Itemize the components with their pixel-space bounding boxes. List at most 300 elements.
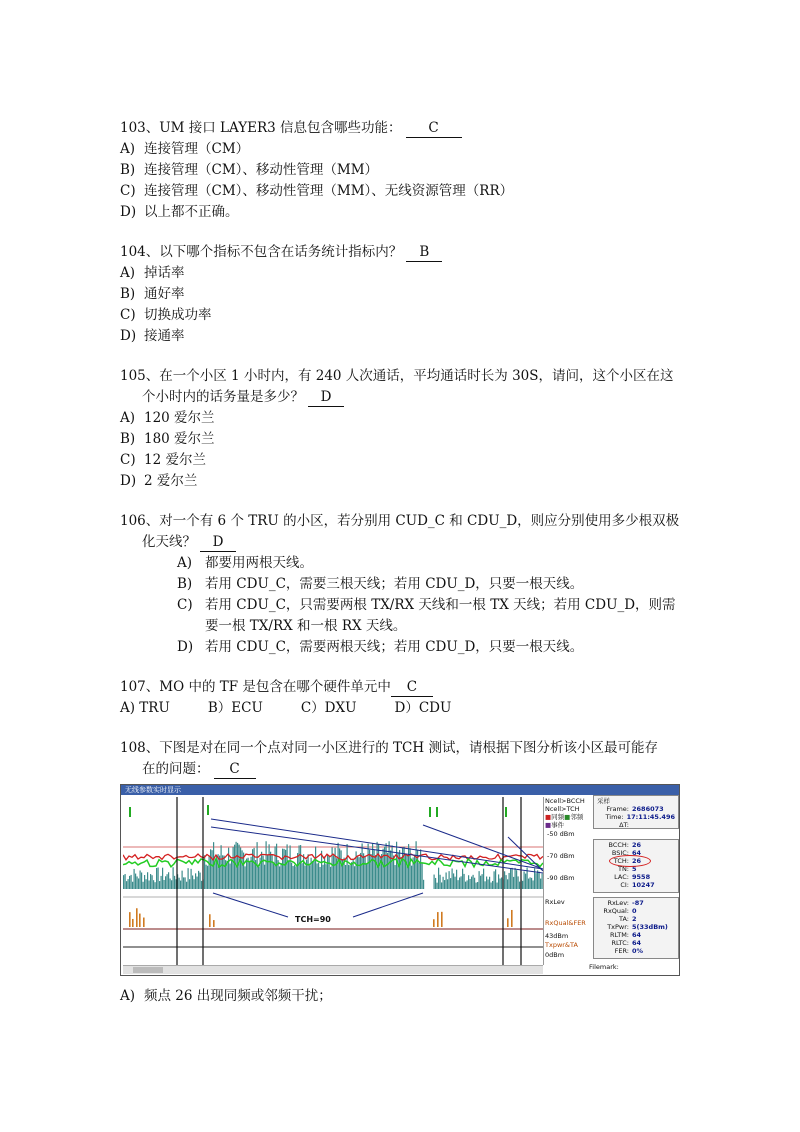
rxlev-bar xyxy=(513,877,514,889)
rxlev-bar xyxy=(473,875,474,889)
rxlev-bar xyxy=(261,852,262,889)
question-stem-cont: 个小时内的话务量是多少？ xyxy=(142,389,304,405)
rxlev-bar xyxy=(137,876,138,889)
rxlev-bar xyxy=(330,867,331,889)
event-marker xyxy=(505,807,507,817)
rxlev-bar xyxy=(293,866,294,889)
rxlev-bar xyxy=(531,878,532,889)
rxlev-bar xyxy=(323,865,324,889)
rxlev-bar xyxy=(504,871,505,889)
rxqual-spike xyxy=(433,919,435,927)
rxlev-bar xyxy=(282,849,283,889)
rxlev-bar xyxy=(300,845,301,889)
rxlev-bar xyxy=(539,872,540,889)
rxlev-bar xyxy=(309,865,310,889)
rxlev-bar xyxy=(540,879,541,889)
rxlev-bar xyxy=(483,869,484,889)
rxqual-spike xyxy=(132,919,134,927)
rxlev-bar xyxy=(296,866,297,889)
rxlev-bar xyxy=(129,876,130,889)
rxlev-bar xyxy=(267,855,268,889)
rxlev-bar xyxy=(467,880,468,889)
rxlev-bar xyxy=(498,874,499,889)
rxlev-bar xyxy=(497,883,498,889)
rxqual-spike xyxy=(441,912,443,927)
rxlev-bar xyxy=(492,881,493,889)
option: B）ECU xyxy=(207,700,263,716)
rxlev-bar xyxy=(303,854,304,889)
rxlev-bar xyxy=(153,880,154,889)
option-row xyxy=(120,698,690,719)
rxlev-bar xyxy=(396,842,397,889)
question-stem: 105、在一个小区 1 小时内，有 240 人次通话，平均通话时长为 30S，请问，这个小区在这 xyxy=(120,368,674,384)
rxlev-bar xyxy=(339,848,340,889)
question-stem-cont: 化天线？ xyxy=(142,534,196,550)
option: B) 连接管理（CM）、移动性管理（MM） xyxy=(120,162,379,178)
rxlev-bar xyxy=(477,882,478,889)
rxlev-bar xyxy=(329,856,330,889)
rxlev-bar xyxy=(450,878,451,889)
answer-blank: C xyxy=(406,120,462,138)
rxlev-bar xyxy=(239,845,240,889)
rxlev-bar xyxy=(494,871,495,889)
rxlev-bar xyxy=(434,875,435,889)
rxlev-bar xyxy=(192,875,193,889)
rxqual-spike xyxy=(507,918,509,927)
question-stem: 103、UM 接口 LAYER3 信息包含哪些功能： xyxy=(120,120,402,136)
rxlev-bar xyxy=(345,865,346,889)
rxlev-bar xyxy=(464,874,465,889)
option: D）CDU xyxy=(394,700,452,716)
rxlev-bar xyxy=(219,856,220,889)
option: D) 接通率 xyxy=(120,328,185,344)
rxlev-bar xyxy=(536,873,537,889)
option: A) 频点 26 出现同频或邻频干扰； xyxy=(120,988,332,1004)
rxlev-bar xyxy=(411,866,412,889)
rxlev-bar xyxy=(383,849,384,889)
rxlev-bar xyxy=(209,856,210,889)
measurement-plot xyxy=(123,797,544,965)
rxlev-bar xyxy=(435,878,436,889)
rxlev-bar xyxy=(347,844,348,889)
rxlev-bar xyxy=(314,859,315,889)
event-marker xyxy=(207,805,209,815)
event-marker xyxy=(436,807,438,817)
rxlev-bar xyxy=(275,846,276,889)
rxlev-bar xyxy=(284,849,285,889)
rxlev-bar xyxy=(132,882,133,889)
rxlev-bar xyxy=(164,880,165,889)
row-label-power: 43dBm xyxy=(545,932,569,940)
question-stem: 106、对一个有 6 个 TRU 的小区，若分别用 CUD_C 和 CDU_D，则应分别使用多少根双极 xyxy=(120,513,680,529)
rxlev-bar xyxy=(287,844,288,889)
rxlev-bar xyxy=(461,876,462,889)
cell-info-box: BCCH: 26 BSIC: 64 TCH: 26 TN: 5 LAC: 9558 CI: 10247 xyxy=(593,839,679,893)
rxlev-bar xyxy=(537,870,538,889)
rxlev-bar xyxy=(368,844,369,889)
rxlev-bar xyxy=(170,879,171,889)
option: A) 连接管理（CM） xyxy=(120,141,250,157)
rxlev-bar xyxy=(125,874,126,889)
option: A) 120 爱尔兰 xyxy=(120,410,215,426)
rxlev-bar xyxy=(525,874,526,889)
rxlev-bar xyxy=(455,877,456,889)
rxlev-bar xyxy=(140,870,141,889)
question-107 xyxy=(120,677,690,719)
rxlev-bar xyxy=(335,848,336,889)
rxqual-spike xyxy=(143,918,145,927)
option: B) 若用 CDU_C，需要三根天线；若用 CDU_D，只要一根天线。 xyxy=(177,576,584,592)
rxlev-bar xyxy=(422,863,423,889)
rxlev-bar xyxy=(524,871,525,889)
question-stem: 108、下图是对在同一个点对同一小区进行的 TCH 测试，请根据下图分析该小区最可能存 xyxy=(120,740,658,756)
rxlev-bar xyxy=(150,874,151,889)
rxlev-bar xyxy=(333,855,334,889)
question-103 xyxy=(120,118,690,223)
rxlev-bar xyxy=(446,872,447,889)
rxlev-bar xyxy=(488,879,489,889)
y-tick-label: -50 dBm xyxy=(547,830,575,838)
rxlev-bar xyxy=(294,865,295,889)
rxlev-bar xyxy=(266,841,267,889)
rxlev-bar xyxy=(147,872,148,889)
rxlev-bar xyxy=(123,875,124,889)
rxlev-bar xyxy=(198,871,199,889)
rxlev-bar xyxy=(279,866,280,889)
rxlev-bar xyxy=(419,863,420,889)
rxlev-bar xyxy=(291,863,292,889)
test-screenshot-figure xyxy=(120,784,680,976)
rxlev-bar xyxy=(315,846,316,889)
rxlev-bar xyxy=(159,881,160,889)
rxlev-bar xyxy=(395,865,396,889)
legend-label: Ncell>TCH xyxy=(545,805,580,813)
rxlev-bar xyxy=(183,877,184,889)
rxlev-bar xyxy=(372,843,373,889)
rxlev-bar xyxy=(528,879,529,889)
rxlev-bar xyxy=(290,845,291,889)
rxlev-bar xyxy=(230,864,231,889)
rxlev-bar xyxy=(249,861,250,889)
legend-label: ■同频■邻频 xyxy=(545,813,584,821)
rxlev-bar xyxy=(273,864,274,889)
rxlev-bar xyxy=(390,850,391,889)
question-108 xyxy=(120,738,690,1007)
square-icon: ■ xyxy=(564,813,571,821)
rxlev-bar xyxy=(516,870,517,889)
rxlev-bar xyxy=(542,874,543,889)
rxlev-bar xyxy=(270,852,271,889)
sample-box: 采样 Frame: 2686073 Time: 17:11:45.496 ΔT: xyxy=(593,795,679,829)
rxlev-bar xyxy=(195,873,196,889)
legend-label: Ncell>BCCH xyxy=(545,797,585,805)
rxlev-bar xyxy=(332,847,333,889)
rxlev-bar xyxy=(495,869,496,889)
rxlev-bar xyxy=(281,863,282,889)
rxlev-bar xyxy=(510,869,511,889)
rxlev-bar xyxy=(234,845,235,889)
rxlev-bar xyxy=(162,868,163,889)
rxlev-bar xyxy=(359,857,360,889)
rxlev-bar xyxy=(206,865,207,889)
rxlev-bar xyxy=(174,876,175,889)
option: A) 都要用两根天线。 xyxy=(177,555,313,571)
answer-blank: B xyxy=(406,244,442,262)
option: C）DXU xyxy=(300,700,357,716)
question-stem: 104、以下哪个指标不包含在话务统计指标内？ xyxy=(120,244,403,260)
rxlev-bar xyxy=(227,861,228,889)
rxlev-bar xyxy=(167,874,168,889)
rxlev-bar xyxy=(143,882,144,889)
rxlev-bar xyxy=(468,875,469,889)
rxlev-bar xyxy=(512,868,513,889)
rxlev-bar xyxy=(302,863,303,889)
rxlev-bar xyxy=(447,879,448,889)
rxlev-bar xyxy=(474,878,475,889)
annotation-label: TCH=90 xyxy=(295,915,331,924)
rxlev-bar xyxy=(138,878,139,889)
rxlev-bar xyxy=(515,868,516,889)
rxlev-bar xyxy=(491,882,492,889)
square-icon: ■ xyxy=(545,821,552,829)
rxlev-bar xyxy=(486,877,487,889)
rxlev-bar xyxy=(200,873,201,889)
rxlev-bar xyxy=(182,871,183,889)
rxqual-spike xyxy=(139,914,141,927)
row-label-rxlev: RxLev xyxy=(545,898,565,906)
rxlev-bar xyxy=(533,880,534,889)
rxlev-bar xyxy=(224,856,225,889)
option: B) 通好率 xyxy=(120,286,185,302)
rxlev-bar xyxy=(245,866,246,889)
rxlev-bar xyxy=(360,853,361,889)
rxlev-bar xyxy=(269,844,270,889)
rxlev-bar xyxy=(374,849,375,889)
rxlev-bar xyxy=(272,855,273,889)
rxlev-bar xyxy=(384,847,385,889)
highlight-ellipse xyxy=(609,855,651,867)
rxlev-bar xyxy=(350,865,351,889)
rxlev-bar xyxy=(506,875,507,889)
rxlev-bar xyxy=(458,880,459,889)
event-marker xyxy=(429,807,431,817)
rxlev-bar xyxy=(519,882,520,889)
rxlev-bar xyxy=(254,848,255,889)
rxlev-bar xyxy=(288,861,289,889)
option: A) TRU xyxy=(120,700,170,716)
rxlev-bar xyxy=(399,850,400,889)
rxlev-bar xyxy=(194,879,195,889)
rxlev-bar xyxy=(131,875,132,889)
rxlev-bar xyxy=(438,868,439,889)
rxlev-bar xyxy=(456,870,457,889)
rxlev-bar xyxy=(134,869,135,889)
rxlev-bar xyxy=(522,881,523,889)
rxlev-bar xyxy=(135,874,136,889)
rxlev-bar xyxy=(212,850,213,889)
rxlev-bar xyxy=(326,864,327,889)
rxlev-bar xyxy=(312,861,313,889)
question-stem: 107、MO 中的 TF 是包含在哪个硬件单元中 xyxy=(120,679,391,695)
rxlev-bar xyxy=(476,883,477,889)
option: C) 若用 CDU_C，只需要两根 TX/RX 天线和一根 TX 天线；若用 CDU_D，则需 xyxy=(177,597,676,613)
rxlev-bar xyxy=(518,876,519,889)
rxlev-bar xyxy=(297,853,298,889)
rxlev-bar xyxy=(264,865,265,889)
info-panel xyxy=(545,797,679,973)
rxlev-bar xyxy=(144,875,145,889)
rxlev-bar xyxy=(338,843,339,889)
rxlev-bar xyxy=(404,847,405,889)
option: B) 180 爱尔兰 xyxy=(120,431,215,447)
rxlev-bar xyxy=(128,879,129,889)
row-label-rxqual: RxQual&FER xyxy=(545,919,586,927)
rxlev-bar xyxy=(246,859,247,889)
rxlev-bar xyxy=(179,878,180,889)
rxqual-spike xyxy=(136,908,138,927)
rxlev-bar xyxy=(351,862,352,889)
y-tick-label: -70 dBm xyxy=(547,852,575,860)
rxlev-bar xyxy=(165,876,166,889)
question-104 xyxy=(120,242,690,347)
annotation-arrow xyxy=(213,893,288,917)
plot-svg xyxy=(123,797,543,965)
rxlev-bar xyxy=(363,853,364,889)
rxlev-bar xyxy=(233,847,234,889)
rxlev-bar xyxy=(240,848,241,889)
rxlev-bar xyxy=(440,875,441,889)
answer-blank: C xyxy=(214,761,256,779)
rxlev-bar xyxy=(320,867,321,889)
rxlev-bar xyxy=(459,877,460,889)
option: D) 以上都不正确。 xyxy=(120,204,239,220)
question-page xyxy=(120,118,690,1017)
rxlev-bar xyxy=(185,877,186,889)
rxlev-bar xyxy=(443,877,444,889)
rxlev-bar xyxy=(141,872,142,889)
rxlev-bar xyxy=(507,879,508,889)
rxlev-bar xyxy=(416,841,417,889)
rxlev-bar xyxy=(387,853,388,889)
scrollbar-thumb[interactable] xyxy=(133,967,163,973)
rxlev-bar xyxy=(152,875,153,889)
rxlev-bar xyxy=(348,865,349,889)
rxlev-bar xyxy=(482,874,483,889)
rxlev-bar xyxy=(197,877,198,889)
answer-blank: D xyxy=(200,534,236,552)
rxlev-bar xyxy=(366,864,367,889)
rxlev-bar xyxy=(308,854,309,889)
rxlev-bar xyxy=(362,843,363,889)
rxqual-spike xyxy=(129,912,131,927)
rxqual-spike xyxy=(209,914,211,927)
y-tick-label: -90 dBm xyxy=(547,874,575,882)
answer-blank: D xyxy=(308,389,344,407)
rxlev-bar xyxy=(444,880,445,889)
rxlev-bar xyxy=(354,866,355,889)
rxlev-bar xyxy=(509,873,510,889)
option: D) 2 爱尔兰 xyxy=(120,473,198,489)
rxlev-bar xyxy=(210,849,211,889)
horizontal-scrollbar[interactable] xyxy=(123,965,543,974)
rxqual-spike xyxy=(437,912,439,927)
rxlev-bar xyxy=(465,882,466,889)
rxlev-bar xyxy=(462,869,463,889)
window-title: 无线参数实时显示 xyxy=(121,785,679,795)
rxlev-bar xyxy=(365,856,366,889)
rxlev-bar xyxy=(341,850,342,889)
rxlev-bar xyxy=(500,879,501,889)
measurement-box: RxLev: -87 RxQual: 0 TA: 2 TxPwr: 5(33dBm) RLTM: 64 RLTC: 64 FER: 0% xyxy=(593,897,679,959)
question-105 xyxy=(120,366,690,492)
rxlev-bar xyxy=(381,854,382,889)
rxlev-bar xyxy=(407,855,408,889)
rxlev-bar xyxy=(357,856,358,889)
option-continuation: 要一根 TX/RX 和一根 RX 天线。 xyxy=(205,618,407,634)
rxlev-bar xyxy=(201,881,202,889)
rxqual-spike xyxy=(511,910,513,927)
option: A) 掉话率 xyxy=(120,265,185,281)
rxlev-bar xyxy=(479,871,480,889)
rxlev-bar xyxy=(191,869,192,889)
rxlev-bar xyxy=(470,879,471,889)
square-icon: ■ xyxy=(545,813,552,821)
option: C) 切换成功率 xyxy=(120,307,212,323)
rxlev-bar xyxy=(161,876,162,889)
rxlev-bar xyxy=(489,877,490,889)
rxlev-bar xyxy=(480,876,481,889)
rxlev-bar xyxy=(221,845,222,889)
rxlev-bar xyxy=(441,882,442,889)
rxlev-bar xyxy=(207,866,208,889)
rxlev-bar xyxy=(156,868,157,889)
row-label-txpwr: Txpwr&TA xyxy=(545,941,578,949)
rxlev-bar xyxy=(471,877,472,889)
rxlev-bar xyxy=(242,850,243,889)
rxlev-bar xyxy=(423,880,424,889)
rxlev-bar xyxy=(146,879,147,889)
rxlev-bar xyxy=(248,858,249,889)
rxlev-bar xyxy=(222,855,223,889)
rxlev-bar xyxy=(485,881,486,889)
rxlev-bar xyxy=(305,866,306,889)
rxlev-bar xyxy=(327,855,328,889)
rxlev-bar xyxy=(437,883,438,889)
row-label-power: 0dBm xyxy=(545,951,565,959)
filemark-label: Filemark: xyxy=(589,963,619,971)
rxlev-bar xyxy=(299,845,300,889)
rxlev-bar xyxy=(149,880,150,889)
annotation-arrow xyxy=(353,893,423,917)
rxlev-bar xyxy=(453,873,454,889)
rxlev-bar xyxy=(276,844,277,889)
question-106 xyxy=(120,511,690,658)
rxlev-bar xyxy=(317,863,318,889)
rxlev-bar xyxy=(173,867,174,889)
legend-label: ■事件 xyxy=(545,821,565,829)
rxlev-bar xyxy=(389,841,390,889)
rxlev-bar xyxy=(186,882,187,889)
rxlev-bar xyxy=(414,855,415,889)
rxlev-bar xyxy=(171,880,172,889)
rxlev-bar xyxy=(158,867,159,889)
rxlev-bar xyxy=(449,871,450,889)
option: C) 连接管理（CM）、移动性管理（MM）、无线资源管理（RR） xyxy=(120,183,514,199)
rxlev-bar xyxy=(126,881,127,889)
rxlev-bar xyxy=(452,868,453,889)
event-marker xyxy=(129,807,131,817)
rxlev-bar xyxy=(318,863,319,889)
